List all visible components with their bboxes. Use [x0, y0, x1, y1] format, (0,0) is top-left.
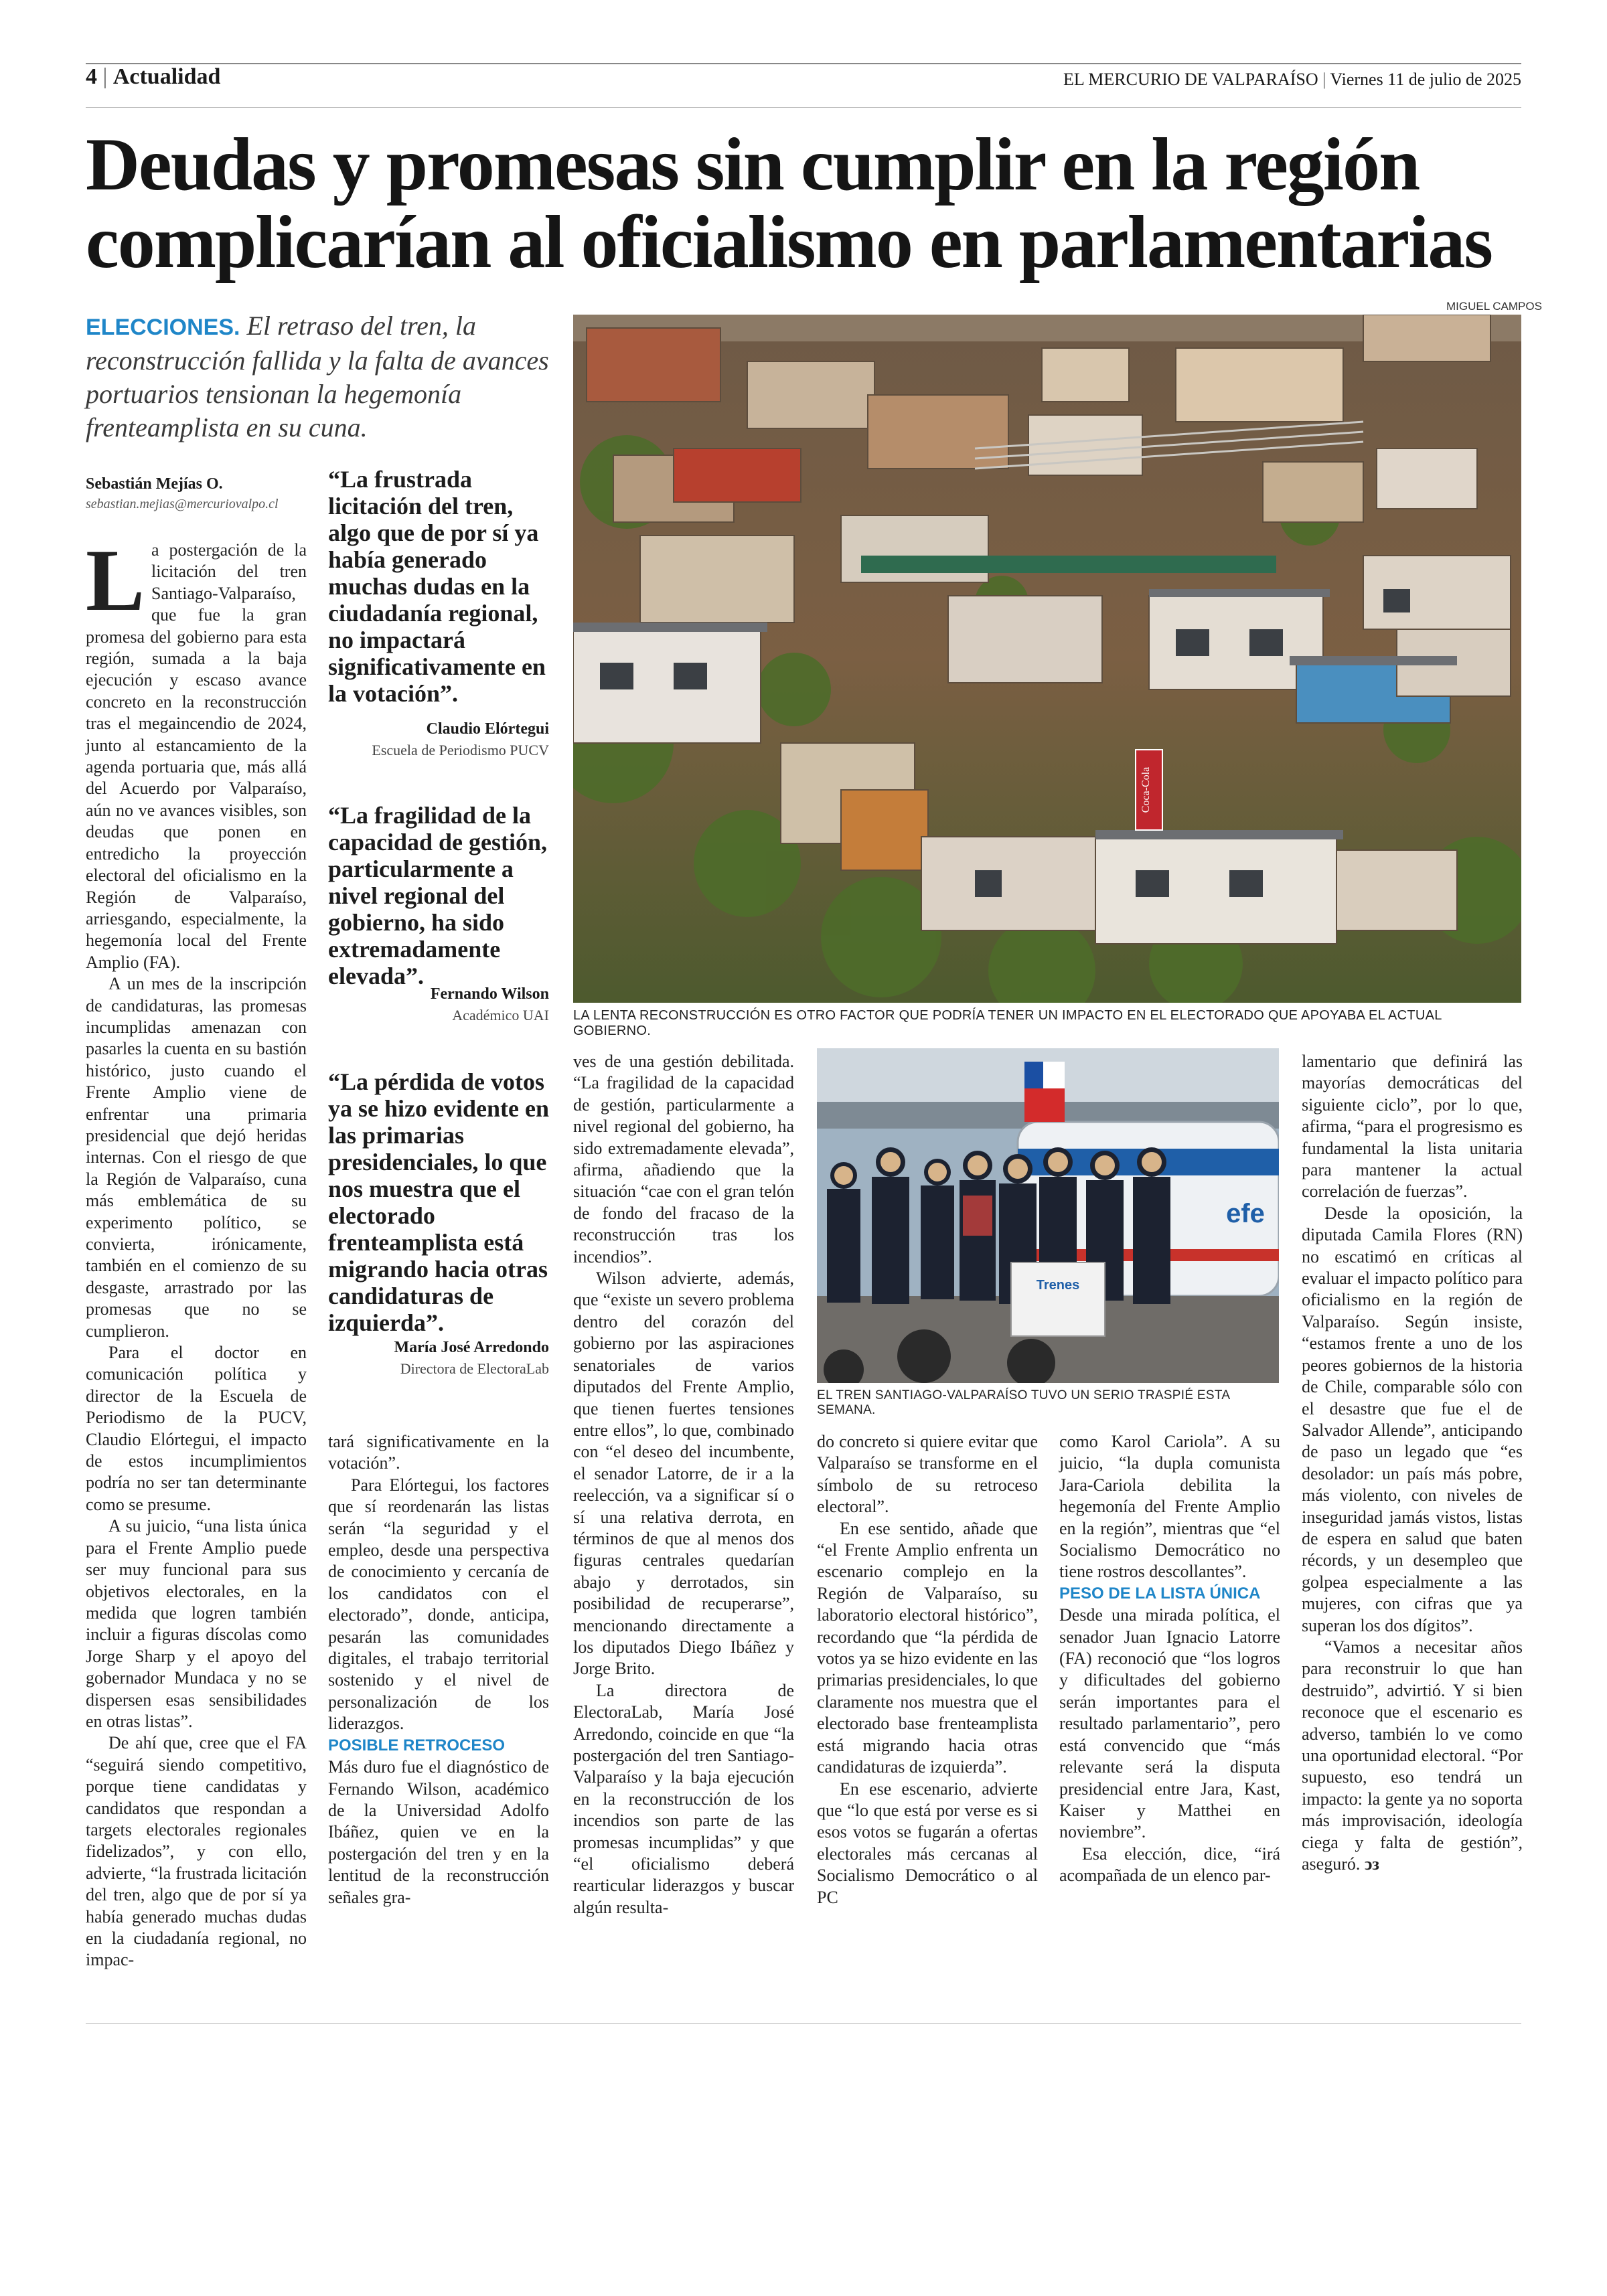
byline-email: sebastian.mejias@mercuriovalpo.cl: [86, 497, 279, 511]
top-rule: [86, 63, 1521, 64]
body-paragraph: Más duro fue el diagnóstico de Fernando Wilson, académico de la Universidad Adolfo Ibáñez, quien ve en la postergación del tren y en la lentitud de la reconstrucción señales gra-: [328, 1757, 549, 1907]
pull-quote-1-role: Escuela de Periodismo PUCV: [372, 742, 549, 758]
body-column-2: [328, 1431, 549, 1908]
efe-logo: efe: [1226, 1199, 1265, 1228]
body-paragraph: A un mes de la inscripción de candidaturas, las promesas incumplidas amenazan con pasarles la cuenta en su bastión histórico, justo cuando el Frente Amplio viene de enfrentar una primaria presidencial que dejó heridas internas. Con el riesgo de que la Región de Valparaíso, cuna más emblemática de su experimento político, se convierta, irónicamente, también en el comienzo de su desgaste, arrastrado por las promesas que no se cumplieron.: [86, 974, 307, 1341]
pull-quote-2: “La fragilidad de la capacidad de gestión, particularmente a nivel regional del gobierno, ha sido extremadamente elevada”.: [328, 802, 548, 989]
body-paragraph: do concreto si quiere evitar que Valparaíso se transforme en el símbolo de su retroceso electoral”.: [817, 1432, 1038, 1517]
issue-date: Viernes 11 de julio de 2025: [1330, 70, 1521, 89]
body-column-6: [1302, 1051, 1523, 1875]
bottom-rule: [86, 2023, 1521, 2024]
body-paragraph: De ahí que, cree que el FA “seguirá siendo competitivo, porque tiene candidatas y candidatos que respondan a targets electorales regionales fidelizados”, y con ello, advierte, “la frustrada licitación del tren, algo que de por sí ya había generado muchas dudas en la ciudadanía regional, no impac-: [86, 1733, 307, 1970]
newspaper-name: EL MERCURIO DE VALPARAÍSO: [1063, 70, 1318, 89]
pull-quote-2-role: Académico UAI: [452, 1007, 549, 1023]
body-paragraph: Para Elórtegui, los factores que sí reordenarán las listas serán “la seguridad y el empleo, desde una perspectiva de conocimiento y cercanía de los candidatos con el electorado”, donde, anticipa, pesarán las comunidades digitales, el trabajo territorial sostenido y el nivel de personalización de los liderazgos.: [328, 1475, 549, 1734]
photo1-caption: LA LENTA RECONSTRUCCIÓN ES OTRO FACTOR QUE PODRÍA TENER UN IMPACTO EN EL ELECTORADO QUE APOYABA EL ACTUAL GOBIERNO.: [573, 1008, 1442, 1038]
byline-author: Sebastián Mejías O.: [86, 475, 223, 493]
pull-quote-1: “La frustrada licitación del tren, algo que de por sí ya había generado muchas dudas en la ciudadanía regional, no impactará significativamente en la votación”.: [328, 466, 546, 707]
body-paragraph: La directora de ElectoraLab, María José Arredondo, coincide en que “la postergación del tren Santiago-Valparaíso y la baja ejecución en la reconstrucción de los incendios son parte de las promesas incumplidas” y que “el oficialismo deberá rearticular liderazgos y buscar algún resulta-: [573, 1680, 794, 1917]
deck: [86, 309, 554, 444]
train-photo: [817, 1048, 1279, 1383]
deck-text: El retraso del tren, la reconstrucción fallida y la falta de avances portuarios tensionan la hegemonía frenteamplista en su cuna.: [86, 311, 549, 442]
photo2-caption: EL TREN SANTIAGO-VALPARAÍSO TUVO UN SERIO TRASPIÉ ESTA SEMANA.: [817, 1388, 1230, 1417]
page-header-left: 4 | Actualidad: [86, 64, 221, 89]
body-paragraph: Esa elección, dice, “irá acompañada de un elenco par-: [1059, 1843, 1280, 1886]
headline-line-1: Deudas y promesas sin cumplir en la región: [86, 123, 1420, 206]
body-column-1: [86, 531, 307, 1971]
page-header-right: EL MERCURIO DE VALPARAÍSO | Viernes 11 de julio de 2025: [1063, 70, 1521, 89]
pull-quote-1-name: Claudio Elórtegui: [426, 720, 549, 738]
body-paragraph: ves de una gestión debilitada. “La fragilidad de la capacidad de gestión, particularmente a nivel regional del gobierno, ha sido extremadamente elevada”, afirma, añadiendo que la situación “cae con el gran telón de fondo del fracaso de la reconstrucción tras los incendios”.: [573, 1052, 794, 1266]
dropcap: L: [86, 531, 145, 629]
body-paragraph: Para el doctor en comunicación política y director de la Escuela de Periodismo de la PUCV, Claudio Elórtegui, el impacto de estos incumplimientos podría no ser tan determinante como se presume.: [86, 1343, 307, 1514]
train-event-illustration: [817, 1048, 1279, 1383]
page-number: 4: [86, 64, 97, 89]
hillside-photo: [573, 315, 1521, 1003]
end-mark: ↄз: [1364, 1854, 1379, 1874]
deck-kicker: ELECCIONES.: [86, 315, 240, 340]
subhead-peso-lista-unica: PESO DE LA LISTA ÚNICA: [1059, 1584, 1261, 1603]
body-column-4: [817, 1431, 1038, 1908]
body-paragraph: Wilson advierte, además, que “existe un severo problema dentro del corazón del gobierno por las aspiraciones senatoriales de varios diputados del Frente Amplio, que tienen fuertes tensiones entre ellos”, lo que, combinado con “el deseo del incumbente, el senador Latorre, de ir a la reelección, va a significar sí o sí una relativa derrota, en términos de que al menos dos figuras centrales quedarían abajo y derrotados, sin posibilidad de recuperarse”, mencionando directamente a los diputados Diego Ibáñez y Jorge Brito.: [573, 1268, 794, 1679]
pull-quote-2-name: Fernando Wilson: [430, 985, 549, 1003]
body-paragraph: A su juicio, “una lista única para el Frente Amplio puede ser muy funcional para sus objetivos electorales, en la medida que logren también incluir a figuras díscolas como Jorge Sharp y el apoyo del gobernador Mundaca y no se dispersen esas sensibilidades en otras listas”.: [86, 1516, 307, 1731]
body-paragraph: lamentario que definirá las mayorías democráticas del siguiente ciclo”, por lo que, afirma, “para el progresismo es fundamental la lista unitaria para mantener la actual correlación de fuerzas”.: [1302, 1052, 1523, 1202]
body-paragraph: Desde una mirada política, el senador Juan Ignacio Latorre (FA) reconoció que “los logros y dificultades del gobierno serán importantes para el resultado parlamentario”, pero está convencido que “más relevante será la disputa presidencial entre Jara, Kast, Kaiser y Matthei en noviembre”.: [1059, 1605, 1280, 1842]
pull-quote-3-role: Directora de ElectoraLab: [400, 1360, 549, 1377]
body-column-5: [1059, 1431, 1280, 1887]
body-paragraph: En ese escenario, advierte que “lo que está por verse es si esos votos se fugarán a ofertas electorales más cercanas al Socialismo Democrático o al PC: [817, 1779, 1038, 1907]
headline: [86, 123, 1532, 284]
body-paragraph: como Karol Cariola”. A su juicio, “la dupla comunista Jara-Cariola debilita la hegemonía del Frente Amplio en la región”, mientras que “el Socialismo Democrático no tiene rostros descollantes”.: [1059, 1432, 1280, 1582]
body-paragraph: La postergación de la licitación del tren Santiago-Valparaíso, que fue la gran promesa del gobierno para esta región, sumada a la baja ejecución y escaso avance concreto en la reconstrucción tras el megaincendio de 2024, junto al estancamiento de la agenda portuaria que, más allá del Acuerdo por Valparaíso, aún no ve avances visibles, son deudas que ponen en entredicho la proyección electoral del oficialismo en la Región de Valparaíso, arriesgando, especialmente, la hegemonía local del Frente Amplio (FA).: [86, 531, 307, 972]
pull-quote-3: “La pérdida de votos ya se hizo evidente en las primarias presidenciales, lo que nos muestra que el electorado frenteamplista está migrando hacia otras candidaturas de izquierda”.: [328, 1068, 549, 1336]
hillside-houses-illustration: [573, 315, 1521, 1003]
pull-quote-3-name: María José Arredondo: [394, 1339, 549, 1356]
headline-line-2: complicarían al oficialismo en parlamentarias: [86, 201, 1492, 284]
body-paragraph: Desde la oposición, la diputada Camila Flores (RN) no escatimó en críticas al evaluar el impacto político para oficialismo en la región de Valparaíso. Según insiste, “estamos frente a uno de los peores gobiernos de la historia de Chile, comparable sólo con el desastre que fue el de Salvador Allende”, anticipando de paso un legado que “es desolador: un país más pobre, más violento, con niveles de inseguridad jamás vistos, listas de espera en salud que baten récords, y un desempleo que golpea especialmente a las mujeres, con cifras que ya superan los dos dígitos”.: [1302, 1203, 1523, 1635]
subhead-posible-retroceso: POSIBLE RETROCESO: [328, 1736, 506, 1754]
body-column-3: [573, 1051, 794, 1918]
body-paragraph: En ese sentido, añade que “el Frente Amplio enfrenta un escenario complejo en la Región de Valparaíso, su laboratorio electoral histórico”, recordando que “la pérdida de votos ya se hizo evidente en las primarias presidenciales, lo que claramente nos muestra que el electorado base frenteamplista está migrando hacia otras candidaturas de izquierda”.: [817, 1518, 1038, 1777]
header-divider: [86, 107, 1521, 108]
body-paragraph: tará significativamente en la votación”.: [328, 1432, 549, 1473]
podium-sign: Trenes: [1036, 1278, 1080, 1293]
photo-credit: MIGUEL CAMPOS: [1446, 300, 1542, 313]
section-name: Actualidad: [112, 64, 221, 89]
coca-cola-sign: Coca-Cola: [1140, 766, 1152, 813]
body-paragraph: “Vamos a necesitar años para reconstruir lo que han destruido”, advirtió. Y si bien reconoce que el escenario es adverso, también lo ve como una oportunidad electoral. “Por supuesto, eso tendrá un impacto: la gente ya no soporta más improvisación, ideología ciega y falta de gestión”, aseguró. ↄз: [1302, 1637, 1523, 1874]
